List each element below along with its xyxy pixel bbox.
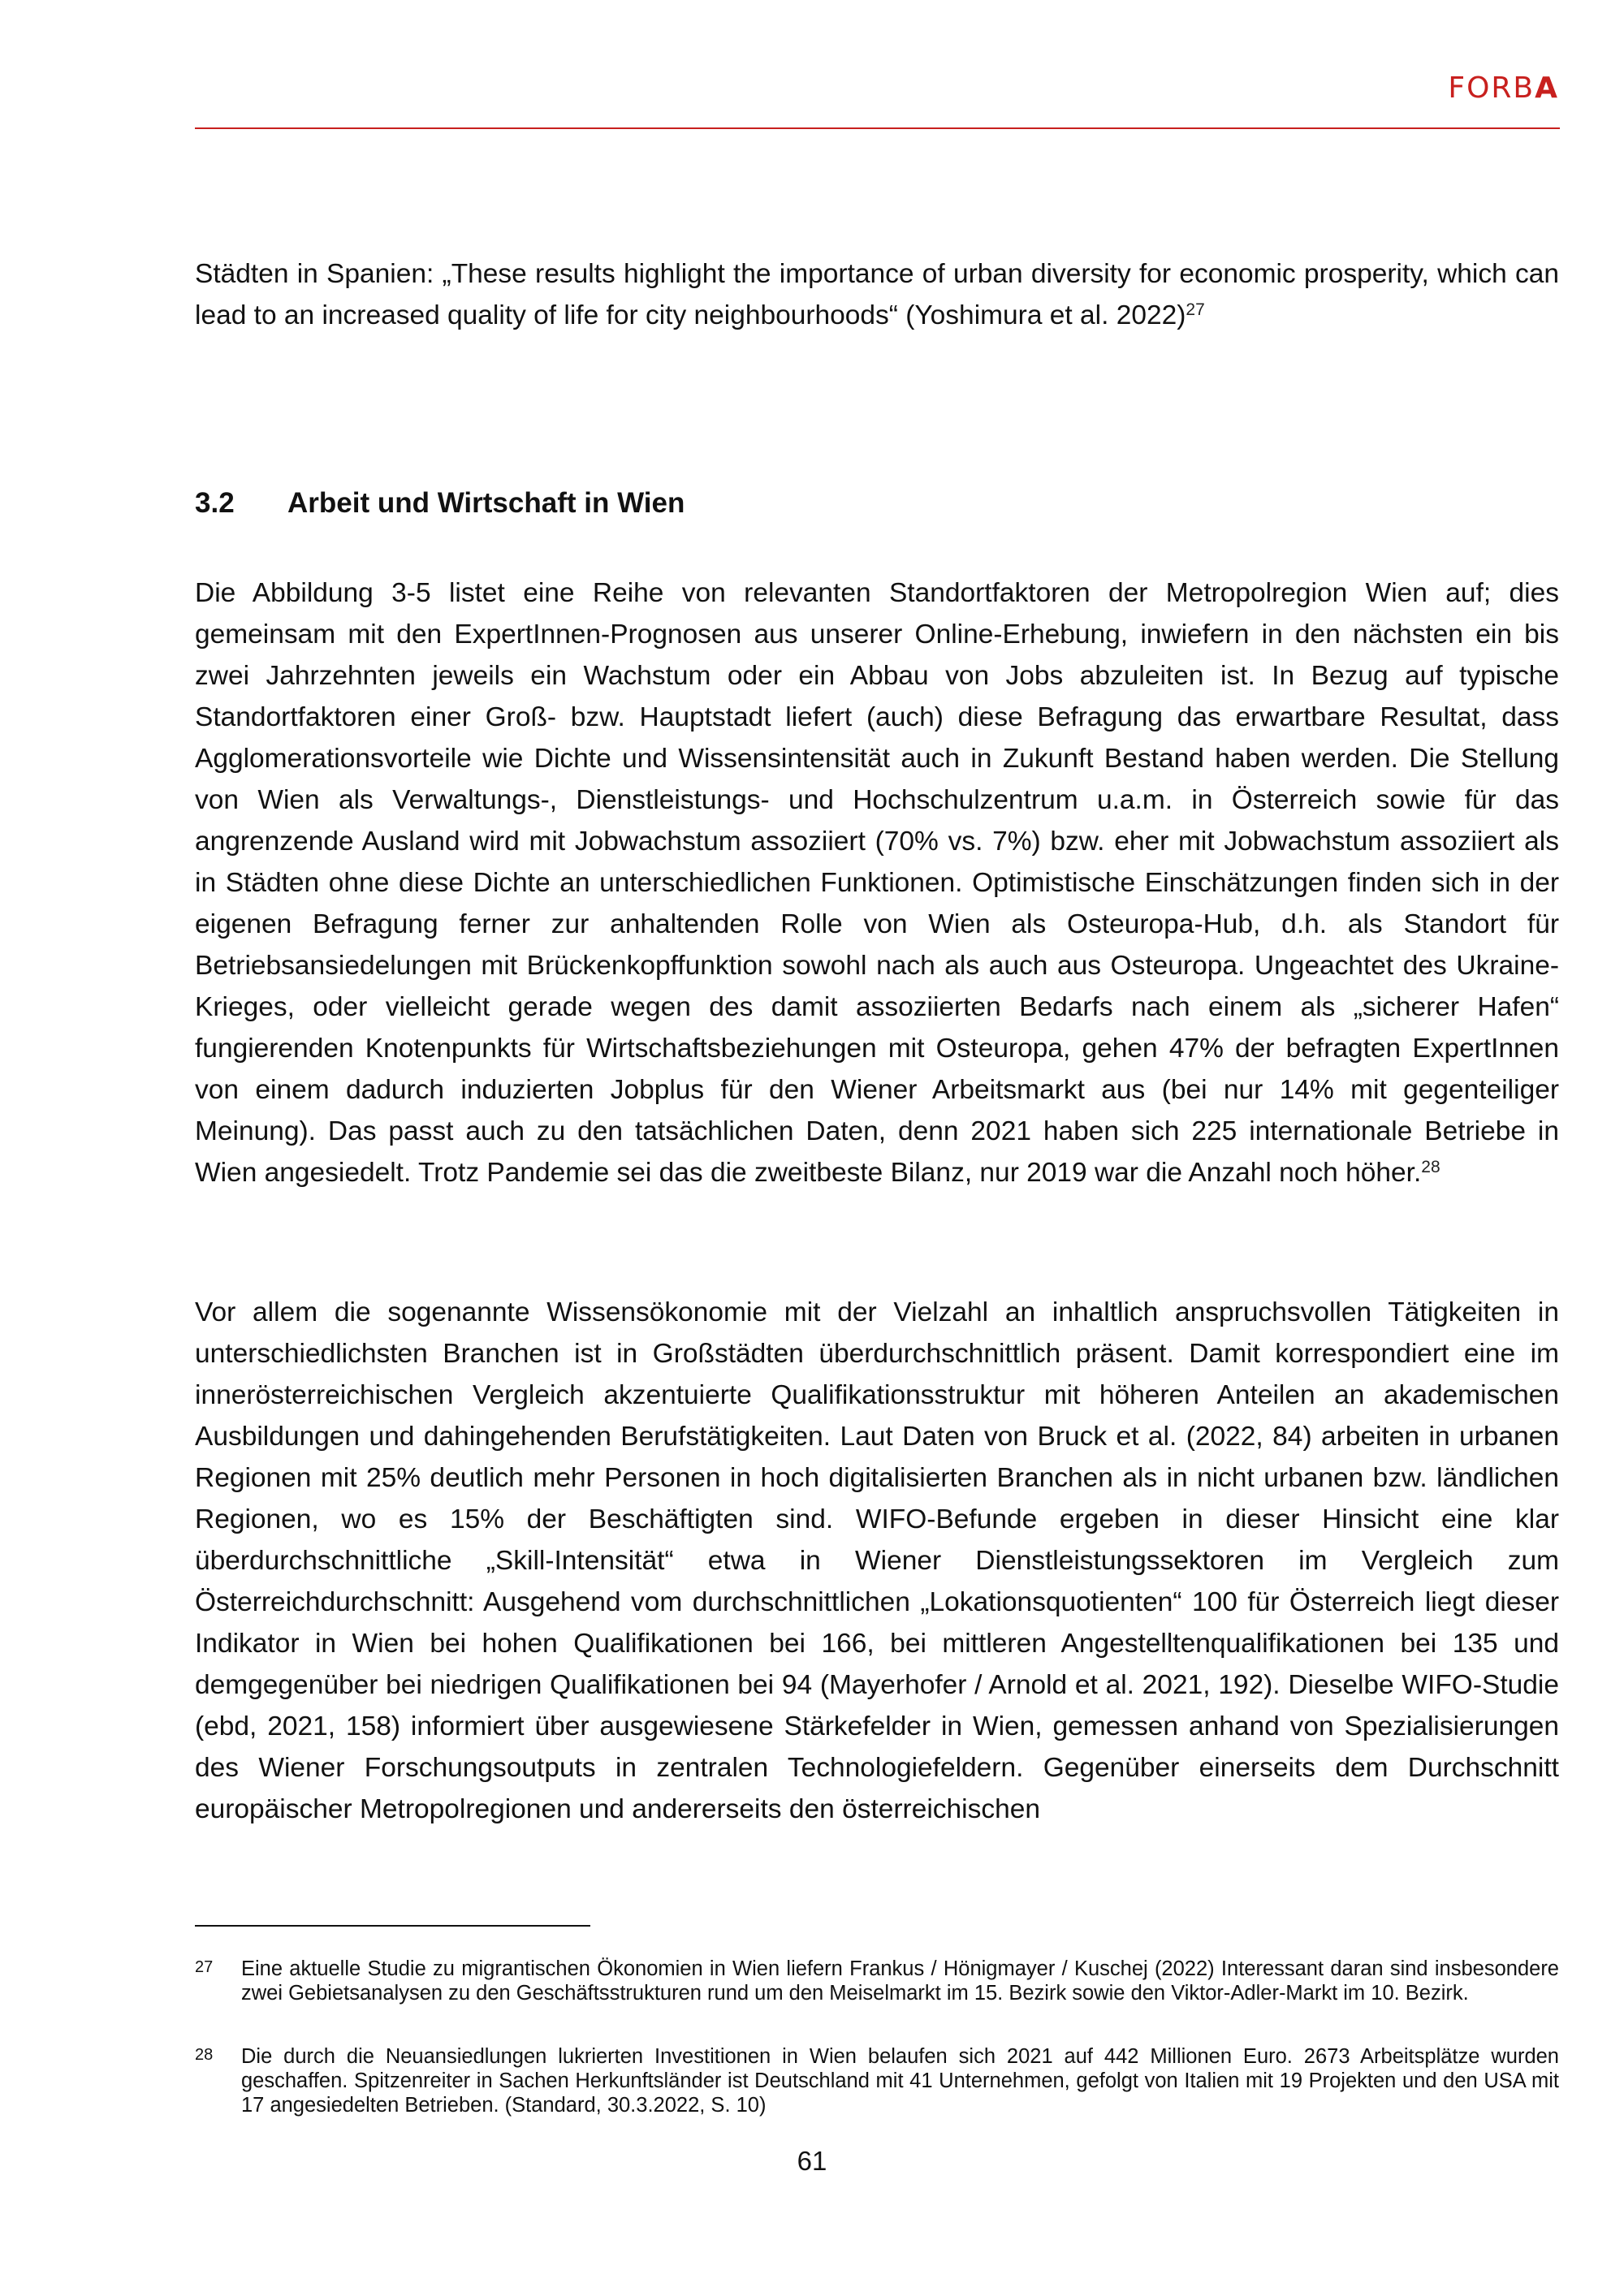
footnote-ref-28[interactable]: 28 [1421, 1158, 1440, 1176]
body-paragraph-2 [195, 572, 1559, 1193]
paragraph-2-text: Die Abbildung 3-5 listet eine Reihe von relevanten Standortfaktoren der Metropolregion Wien auf; dies gemeinsam mit den ExpertInnen-Prognosen aus unserer Online-Erhebung, inwiefern in den nächsten ein bis zwei Jahrzehnten jeweils ein Wachstum oder ein Abbau von Jobs abzuleiten ist. In Bezug auf typische Standortfaktoren einer Groß- bzw. Hauptstadt liefert (auch) diese Befragung das erwartbare Resultat, dass Agglomerationsvorteile wie Dichte und Wissensintensität auch in Zukunft Bestand haben werden. Die Stellung von Wien als Verwaltungs-, Dienstleistungs- und Hochschulzentrum u.a.m. in Österreich sowie für das angrenzende Ausland wird mit Jobwachstum assoziiert (70% vs. 7%) bzw. eher mit Jobwachstum assoziiert als in Städten ohne diese Dichte an unterschiedlichen Funktionen. Optimistische Einschätzungen finden sich in der eigenen Befragung ferner zur anhaltenden Rolle von Wien als Osteuropa-Hub, d.h. als Standort für Betriebsansiedelungen mit Brückenkopffunktion sowohl nach als auch aus Osteuropa. Ungeachtet des Ukraine-Krieges, oder vielleicht gerade wegen des damit assoziierten Bedarfs nach einem als „sicherer Hafen“ fungierenden Knotenpunkts für Wirtschaftsbeziehungen mit Osteuropa, gehen 47% der befragten ExpertInnen von einem dadurch induzierten Jobplus für den Wiener Arbeitsmarkt aus (bei nur 14% mit gegenteiliger Meinung). Das passt auch zu den tatsächlichen Daten, denn 2021 haben sich 225 internationale Betriebe in Wien angesiedelt. Trotz Pandemie sei das die zweitbeste Bilanz, nur 2019 war die Anzahl noch höher. [195, 578, 1559, 1188]
section-title: Arbeit und Wirtschaft in Wien [287, 487, 685, 519]
page-number: 61 [797, 2146, 827, 2176]
header-divider [195, 127, 1560, 129]
intro-paragraph [195, 253, 1559, 336]
footnote-ref-27[interactable]: 27 [1186, 300, 1205, 319]
footnote-divider [195, 1925, 590, 1927]
forba-logo [1448, 71, 1559, 105]
body-paragraph-3 [195, 1292, 1559, 1830]
logo-suffix: A [1535, 71, 1559, 105]
section-heading [195, 483, 685, 524]
section-number: 3.2 [195, 487, 235, 519]
footnote-text: Eine aktuelle Studie zu migrantischen Ökonomien in Wien liefern Frankus / Hönigmayer / Kuschej (2022) Interessant daran sind insbesondere zwei Gebietsanalysen zu den Geschäftsstrukturen rund um den Meiselmarkt im 15. Bezirk sowie den Viktor-Adler-Markt im 10. Bezirk. [241, 1957, 1559, 2005]
footnote-mark: 27 [195, 1958, 214, 1976]
footnote-28 [195, 2044, 1559, 2117]
footnote-27 [195, 1957, 1559, 2005]
footnote-text: Die durch die Neuansiedlungen lukrierten Investitionen in Wien belaufen sich 2021 auf 442 Millionen Euro. 2673 Arbeitsplätze wurden geschaffen. Spitzenreiter in Sachen Herkunftsländer ist Deutschland mit 41 Unternehmen, gefolgt von Italien mit 19 Projekten und den USA mit 17 angesiedelten Betrieben. (Standard, 30.3.2022, S. 10) [241, 2045, 1559, 2117]
intro-paragraph-text: Städten in Spanien: „These results highlight the importance of urban diversity for economic prosperity, which can lead to an increased quality of life for city neighbourhoods“ (Yoshimura et al. 2022) [195, 259, 1559, 330]
footnote-mark: 28 [195, 2046, 214, 2064]
logo-prefix: FORB [1448, 71, 1535, 105]
paragraph-3-text: Vor allem die sogenannte Wissensökonomie mit der Vielzahl an inhaltlich anspruchsvollen Tätigkeiten in unterschiedlichsten Branchen ist in Großstädten überdurchschnittlich präsent. Damit korrespondiert eine im innerösterreichischen Vergleich akzentuierte Qualifikationsstruktur mit höheren Anteilen an akademischen Ausbildungen und dahingehenden Berufstätigkeiten. Laut Daten von Bruck et al. (2022, 84) arbeiten in urbanen Regionen mit 25% deutlich mehr Personen in hoch digitalisierten Branchen als in nicht urbanen bzw. ländlichen Regionen, wo es 15% der Beschäftigten sind. WIFO-Befunde ergeben in dieser Hinsicht eine klar überdurchschnittliche „Skill-Intensität“ etwa in Wiener Dienstleistungssektoren im Vergleich zum Österreichdurchschnitt: Ausgehend vom durchschnittlichen „Lokationsquotienten“ 100 für Österreich liegt dieser Indikator in Wien bei hohen Qualifikationen bei 166, bei mittleren Angestelltenqualifikationen bei 135 und demgegenüber bei niedrigen Qualifikationen bei 94 (Mayerhofer / Arnold et al. 2021, 192). Dieselbe WIFO-Studie (ebd, 2021, 158) informiert über ausgewiesene Stärkefelder in Wien, gemessen anhand von Spezialisierungen des Wiener Forschungsoutputs in zentralen Technologiefeldern. Gegenüber einerseits dem Durchschnitt europäischer Metropolregionen und andererseits den österreichischen [195, 1297, 1559, 1824]
